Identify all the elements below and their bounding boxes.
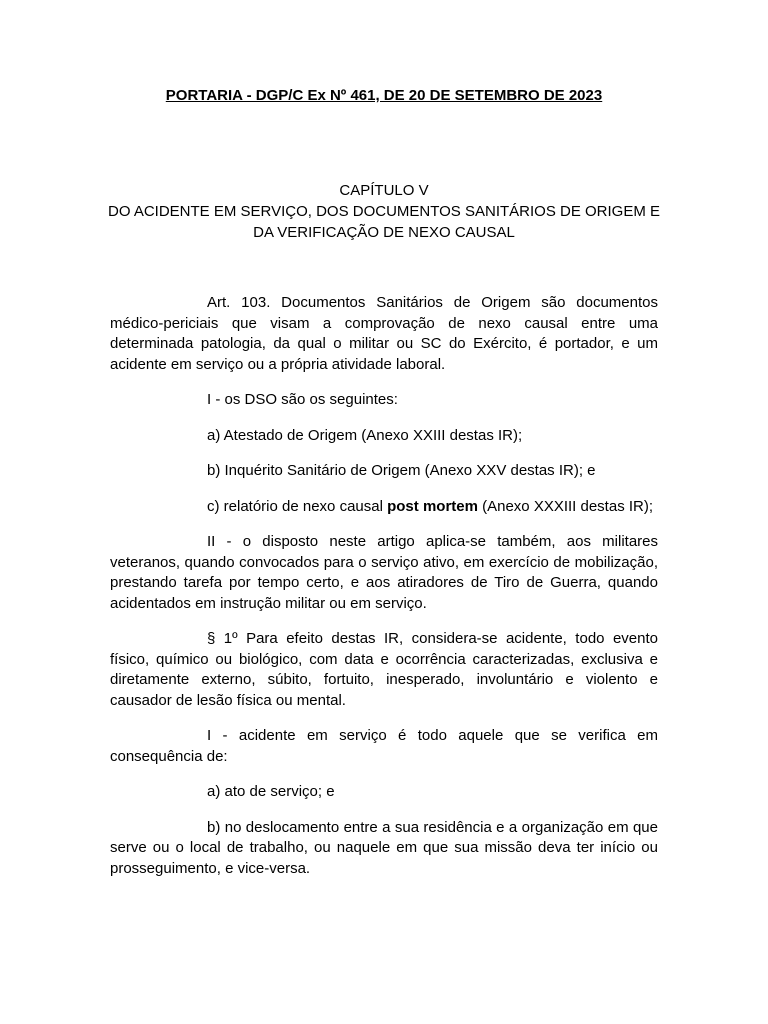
chapter-heading (100, 180, 668, 243)
chapter-heading-line-2: DA VERIFICAÇÃO DE NEXO CAUSAL (253, 224, 515, 241)
alinea-c-text-start: c) relatório de nexo causal (207, 497, 388, 515)
document-title (0, 87, 768, 104)
title-text: PORTARIA - DGP/C Ex Nº 461, DE 20 DE SETEMBRO DE 2023 (165, 87, 603, 104)
alinea-a-ato: a) ato de serviço; e (207, 783, 335, 800)
inciso-i-acidente: I - acidente em serviço é todo aquele que se verifica em consequência de: (110, 727, 658, 765)
alinea-b-deslocamento: b) no deslocamento entre a sua residência e a organização em que serve ou o local de trabalho, ou naquele em que sua missão deva ter início ou prosseguimento, e vice-versa. (110, 818, 658, 877)
alinea-a: a) Atestado de Origem (Anexo XXIII destas IR); (207, 426, 523, 444)
paragrafo-1: § 1º Para efeito destas IR, considera-se acidente, todo evento físico, químico ou biológico, com data e ocorrência caracterizadas, exclusiva e diretamente externo, súbito, fortuito, inesperado, involuntário e violento e causador de lesão física ou mental. (110, 630, 658, 709)
alinea-c (110, 497, 658, 518)
alinea-b: b) Inquérito Sanitário de Origem (Anexo XXV destas IR); e (207, 462, 596, 479)
document-body (110, 293, 658, 894)
chapter-heading-line-1: DO ACIDENTE EM SERVIÇO, DOS DOCUMENTOS SANITÁRIOS DE ORIGEM E (107, 203, 661, 220)
alinea-c-bold-term: post mortem (387, 497, 478, 515)
alinea-c-text-end: (Anexo XXXIII destas IR); (477, 497, 654, 515)
chapter-number: CAPÍTULO V (339, 182, 429, 199)
article-103: Art. 103. Documentos Sanitários de Origem são documentos médico-periciais que visam a comprovação de nexo causal entre uma determinada patologia, da qual o militar ou SC do Exército, é portador, e um acidente em serviço ou a própria atividade laboral. (110, 294, 658, 373)
inciso-i: I - os DSO são os seguintes: (207, 391, 398, 408)
inciso-ii: II - o disposto neste artigo aplica-se também, aos militares veteranos, quando convocados para o serviço ativo, em exercício de mobilização, prestando tarefa por tempo certo, e aos atiradores de Tiro de Guerra, quando acidentados em instrução militar ou em serviço. (110, 533, 658, 612)
